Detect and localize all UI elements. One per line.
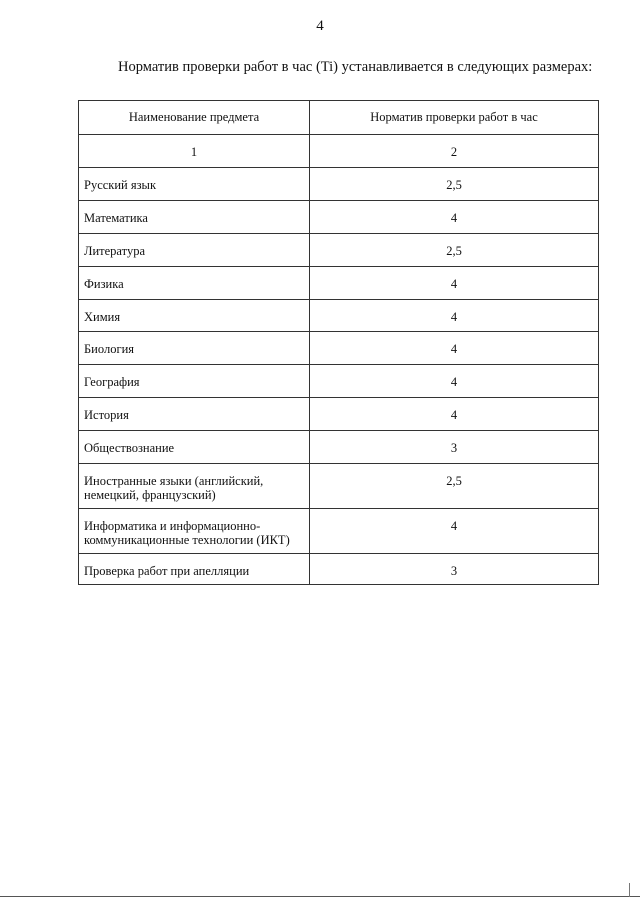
table-header-row	[79, 101, 599, 135]
page-number: 4	[316, 18, 324, 34]
table-row	[79, 509, 599, 554]
page-bottom-edge	[0, 896, 640, 897]
subject-cell: Биология	[79, 332, 310, 365]
norm-cell: 2,5	[310, 464, 599, 509]
norm-cell: 4	[310, 332, 599, 365]
table-row	[79, 431, 599, 464]
subject-cell: Литература	[79, 234, 310, 267]
norm-cell: 4	[310, 365, 599, 398]
norm-cell: 3	[310, 554, 599, 585]
norm-cell: 2,5	[310, 168, 599, 201]
norm-cell: 4	[310, 398, 599, 431]
norm-cell: 4	[310, 267, 599, 300]
table-row	[79, 365, 599, 398]
subject-cell: Проверка работ при апелляции	[79, 554, 310, 585]
subject-cell: Информатика и информационно-коммуникационные технологии (ИКТ)	[79, 509, 310, 554]
subject-cell: Обществознание	[79, 431, 310, 464]
table-row	[79, 267, 599, 300]
numbering-col-1: 1	[79, 135, 310, 168]
table-row	[79, 168, 599, 201]
table-row	[79, 201, 599, 234]
subject-cell: Математика	[79, 201, 310, 234]
norm-cell: 4	[310, 300, 599, 332]
subject-cell: География	[79, 365, 310, 398]
norm-cell: 3	[310, 431, 599, 464]
page-corner-mark	[629, 883, 640, 897]
norm-cell: 4	[310, 201, 599, 234]
norm-cell: 4	[310, 509, 599, 554]
table-row	[79, 554, 599, 585]
norms-table	[78, 100, 599, 585]
header-norm: Норматив проверки работ в час	[310, 101, 599, 135]
norm-cell: 2,5	[310, 234, 599, 267]
subject-cell: Химия	[79, 300, 310, 332]
numbering-row	[79, 135, 599, 168]
numbering-col-2: 2	[310, 135, 599, 168]
intro-paragraph: Норматив проверки работ в час (Ti) устанавливается в следующих размерах:	[118, 59, 593, 75]
table-row	[79, 332, 599, 365]
subject-cell: Физика	[79, 267, 310, 300]
subject-cell: Иностранные языки (английский, немецкий, французский)	[79, 464, 310, 509]
table-row	[79, 234, 599, 267]
table-row	[79, 464, 599, 509]
table-row	[79, 398, 599, 431]
header-subject: Наименование предмета	[79, 101, 310, 135]
table-row	[79, 300, 599, 332]
subject-cell: История	[79, 398, 310, 431]
subject-cell: Русский язык	[79, 168, 310, 201]
